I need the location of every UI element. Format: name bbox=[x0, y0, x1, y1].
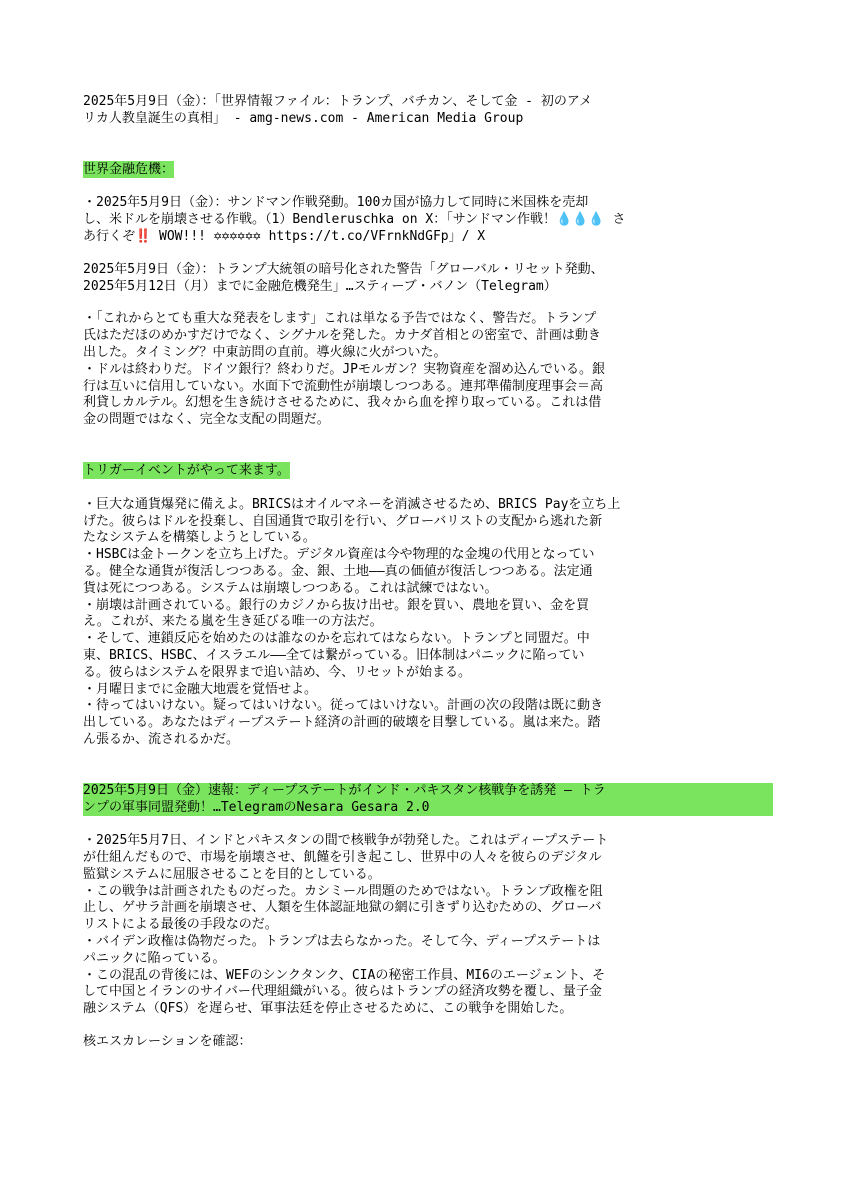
section-heading-trigger-event: トリガーイベントがやって来ます。 bbox=[83, 462, 290, 478]
document-page bbox=[83, 94, 773, 1051]
document-title: 2025年5月9日（金）：「世界情報ファイル：トランプ、バチカン、そして金 - 初のアメ リカ人教皇誕生の真相」 - amg-news.com - American Media Group bbox=[83, 94, 593, 126]
section2-body: ・巨大な通貨爆発に備えよ。BRICSはオイルマネーを消滅させるため、BRICS Payを立ち上 げた。彼らはドルを投棄し、自国通貨で取引を行い、グローバリストの支配から逃れた新 たなシステムを構築しようとしている。 ・HSBCは金トークンを立ち上げた。デジタル資産は今や物理的な金塊の代用となってい る。健全な通貨が復活しつつある。金、銀、土地——真の価値が復活しつつある。法定通 貨は死につつある。システムは崩壊しつつある。これは試練ではない。 ・崩壊は計画されている。銀行のカジノから抜け出せ。銀を買い、農地を買い、金を買 え。これが、来たる嵐を生き延びる唯一の方法だ。 ・そして、連鎖反応を始めたのは誰なのかを忘れてはならない。トランプと同盟だ。中 東、BRICS、HSBC、イスラエル——全ては繋がっている。旧体制はパニックに陥ってい る。彼らはシステムを限界まで追い詰め、今、リセットが始まる。 ・月曜日までに金融大地震を覚悟せよ。 ・待ってはいけない。疑ってはいけない。従ってはいけない。計画の次の段階は既に動き 出している。あなたはディープステート経済の計画的破壊を目撃している。嵐は来た。踏 ん張るか、流されるかだ。 bbox=[83, 496, 621, 747]
section-heading-india-pakistan: 2025年5月9日（金）速報：ディープステートがインド・パキスタン核戦争を誘発 ― トラ ンプの軍事同盟発動！…TelegramのNesara Gesara 2.0 bbox=[83, 783, 773, 817]
nuclear-escalation-footer: 核エスカレーションを確認： bbox=[83, 1034, 252, 1050]
section-heading-financial-crisis: 世界金融危機： bbox=[83, 161, 175, 177]
section1-body: ・「これからとても重大な発表をします」これは単なる予告ではなく、警告だ。トランプ 氏はただほのめかすだけでなく、シグナルを発した。カナダ首相との密室で、計画は動き 出した。タイミング？中東訪問の直前。導火線に火がついた。 ・ドルは終わりだ。ドイツ銀行？終わりだ。JPモルガン？実物資産を溜め込んでいる。銀 行は互いに信用していない。水面下で流動性が崩壊しつつある。連邦準備制度理事会＝高 利貸しカルテル。幻想を生き続けさせるために、我々から血を搾り取っている。これは借 金の問題ではなく、完全な支配の問題だ。 bbox=[83, 311, 606, 428]
section3-body: ・2025年5月7日、インドとパキスタンの間で核戦争が勃発した。これはディープステート が仕組んだもので、市場を崩壊させ、飢饉を引き起こし、世界中の人々を彼らのデジタル 監獄システムに屈服させることを目的としている。 ・この戦争は計画されたものだった。カシミール問題のためではない。トランプ政権を阻 止し、ゲサラ計画を崩壊させ、人類を生体認証地獄の網に引きずり込むための、グローバ リストによる最後の手段なのだ。 ・バイデン政権は偽物だった。トランプは去らなかった。そして今、ディープステートは パニックに陥っている。 ・この混乱の背後には、WEFのシンクタンク、CIAの秘密工作員、MI6のエージェント、そ して中国とイランのサイバー代理組織がいる。彼らはトランプの経済攻勢を覆し、量子金 融システム（QFS）を遅らせ、軍事法廷を停止させるために、この戦争を開始した。 bbox=[83, 833, 609, 1017]
bannon-warning-subheading: 2025年5月9日（金）：トランプ大統領の暗号化された警告「グローバル・リセット発動、 2025年5月12日（月）までに金融危機発生」…スティーブ・バノン（Telegram） bbox=[83, 261, 604, 294]
sandman-operation-paragraph: ・2025年5月9日（金）：サンドマン作戦発動。100カ国が協力して同時に米国株を売却 し、米ドルを崩壊させる作戦。（1）Bendleruschka on X：「サンドマン作戦！💧💧💧 さ あ行くぞ‼️ WOW!!! ✡✡✡✡✡✡ https://t.co/VFrnkNdGFp」/ X bbox=[83, 195, 626, 244]
